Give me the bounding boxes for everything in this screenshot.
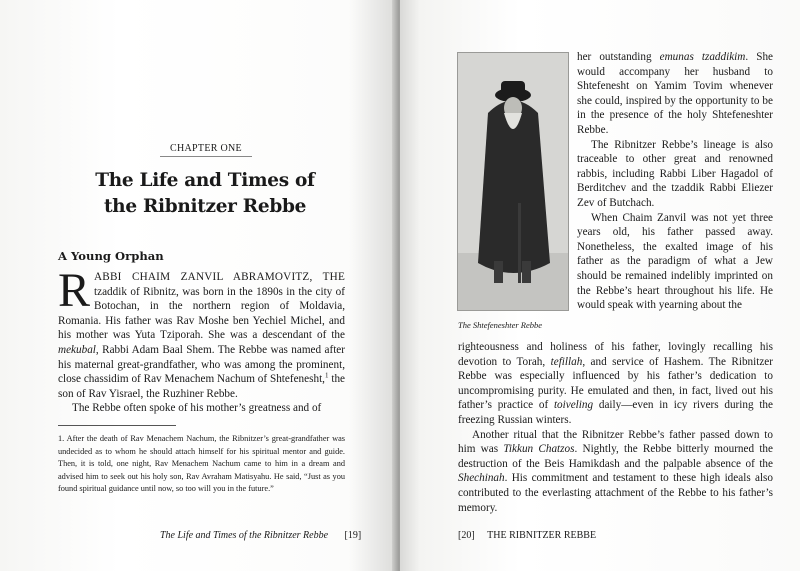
chapter-label: CHAPTER ONE bbox=[160, 143, 252, 157]
right-folio bbox=[458, 530, 596, 541]
term-toiveling: toiveling bbox=[553, 399, 594, 412]
right-page bbox=[400, 0, 800, 571]
left-page bbox=[0, 0, 396, 571]
right-paragraph-4 bbox=[458, 428, 773, 516]
term-tefillah: tefillah bbox=[550, 355, 583, 368]
rebbe-photo-illustration bbox=[458, 53, 568, 310]
term-mekubal: mekubal bbox=[58, 343, 96, 356]
photo-caption: The Shtefeneshter Rebbe bbox=[458, 320, 543, 330]
right-p4-text-c: . His commitment and testament to these high ideals also contributed to the everlasting attachment of the Rebbe to his father’s memory. bbox=[458, 472, 773, 514]
right-paragraph-1 bbox=[577, 50, 773, 138]
term-shechinah: Shechinah bbox=[458, 472, 505, 485]
right-paragraph-2: The Ribnitzer Rebbe’s lineage is also traceable to other great and renowned rabbis, including Rabbi Liber Hagadol of Berditchev and the tzaddik Rabbi Eliezer Zev of Butchach. bbox=[577, 138, 773, 209]
right-p4-text-b: . Nightly, the Rebbe bitterly mourned the destruction of the Beis Hamikdash and the palpable absence of the bbox=[458, 443, 773, 470]
left-p1-text-c: the son of Rav Yisrael, the Ruzhiner Rebbe. bbox=[58, 373, 346, 400]
running-title-left: The Life and Times of the Ribnitzer Rebbe bbox=[160, 530, 329, 541]
right-body-text-bottom bbox=[458, 340, 773, 515]
term-tikkun-chatzos: Tikkun Chatzos bbox=[503, 443, 575, 456]
left-p1-text-b: , Rabbi Adam Baal Shem. The Rebbe was named after his maternal great-grandfather, who was among the prominent, close chassidim of Rav Menachem Nachum of Shtefenesht, bbox=[58, 343, 345, 386]
term-emunas-tzaddikim: emunas tzaddikim bbox=[659, 51, 746, 63]
footnote-1: 1. After the death of Rav Menachem Nachum, the Ribnitzer’s great-grandfather was undecided as to whom he should attach himself for his spiritual mentor and guide. Then, it is told, one night, Rav Menachem Nachum came to him in a dream and advised him to seek out his holy son, Rav Avraham Matisyahu. He said, “Just as you found spiritual guidance until now, so too will you in the future.” bbox=[58, 434, 345, 494]
right-p4-text-a: Another ritual that the Ribnitzer Rebbe’s father passed down to him was bbox=[458, 428, 773, 456]
page-number-right: [20] bbox=[458, 530, 475, 541]
right-paragraph-3-bottom bbox=[458, 340, 773, 428]
drop-cap: R bbox=[58, 264, 91, 317]
right-p3-text-b: , and service of Hashem. The Ribnitzer Rebbe was especially influenced by his father’s dedication to uncompromising purity. He emulated and then, in fact, lived out his father’s practice of bbox=[458, 355, 774, 412]
right-p3-text-c: daily—even in icy rivers during the freezing Russian winters. bbox=[458, 399, 773, 426]
right-paragraph-3-top: When Chaim Zanvil was not yet three years old, his father passed away. Nonetheless, the exalted image of his father as the paradigm of what a Jew should be remained indelibly imprinted on the Rebbe’s heart throughout his life. He would speak with yearning about the bbox=[577, 211, 773, 312]
footnote-marker[interactable]: 1 bbox=[324, 371, 329, 380]
section-heading: A Young Orphan bbox=[58, 249, 164, 263]
left-paragraph-2: The Rebbe often spoke of his mother’s greatness and of bbox=[72, 402, 322, 415]
chapter-title-line-1: The Life and Times of bbox=[95, 170, 315, 191]
left-p1-text-a: tzaddik of Ribnitz, was born in the 1890s in the city of Botochan, in the northern region of Moldavia, Romania. His father was Rav Moshe ben Yechiel Michel, and his mother was Yuta Tziporah. She was a descendant of the bbox=[58, 285, 345, 342]
left-paragraph-1 bbox=[58, 264, 346, 401]
right-p3-text-a: righteousness and holiness of his father, lovingly recalling his devotion to Torah, bbox=[458, 341, 773, 368]
right-p1-text-b: . She would accompany her husband to Shtefenesht on Yamim Tovim whenever she could, inspired by the opportunity to be in the presence of the holy Shtefeneshter Rebbe. bbox=[577, 51, 774, 136]
rebbe-photo bbox=[457, 52, 569, 311]
left-body-text bbox=[58, 264, 346, 416]
page-number-left: [19] bbox=[344, 530, 362, 541]
right-body-text-top bbox=[577, 50, 773, 313]
running-title-right: THE RIBNITZER REBBE bbox=[487, 530, 597, 541]
right-p1-text-a: her outstanding bbox=[577, 51, 652, 63]
chapter-title bbox=[60, 168, 350, 220]
chapter-title-line-2: the Ribnitzer Rebbe bbox=[103, 196, 307, 217]
left-folio bbox=[160, 530, 361, 541]
footnote-divider bbox=[58, 425, 176, 426]
opening-caps: ABBI CHAIM ZANVIL ABRAMOVITZ, THE bbox=[94, 271, 345, 283]
